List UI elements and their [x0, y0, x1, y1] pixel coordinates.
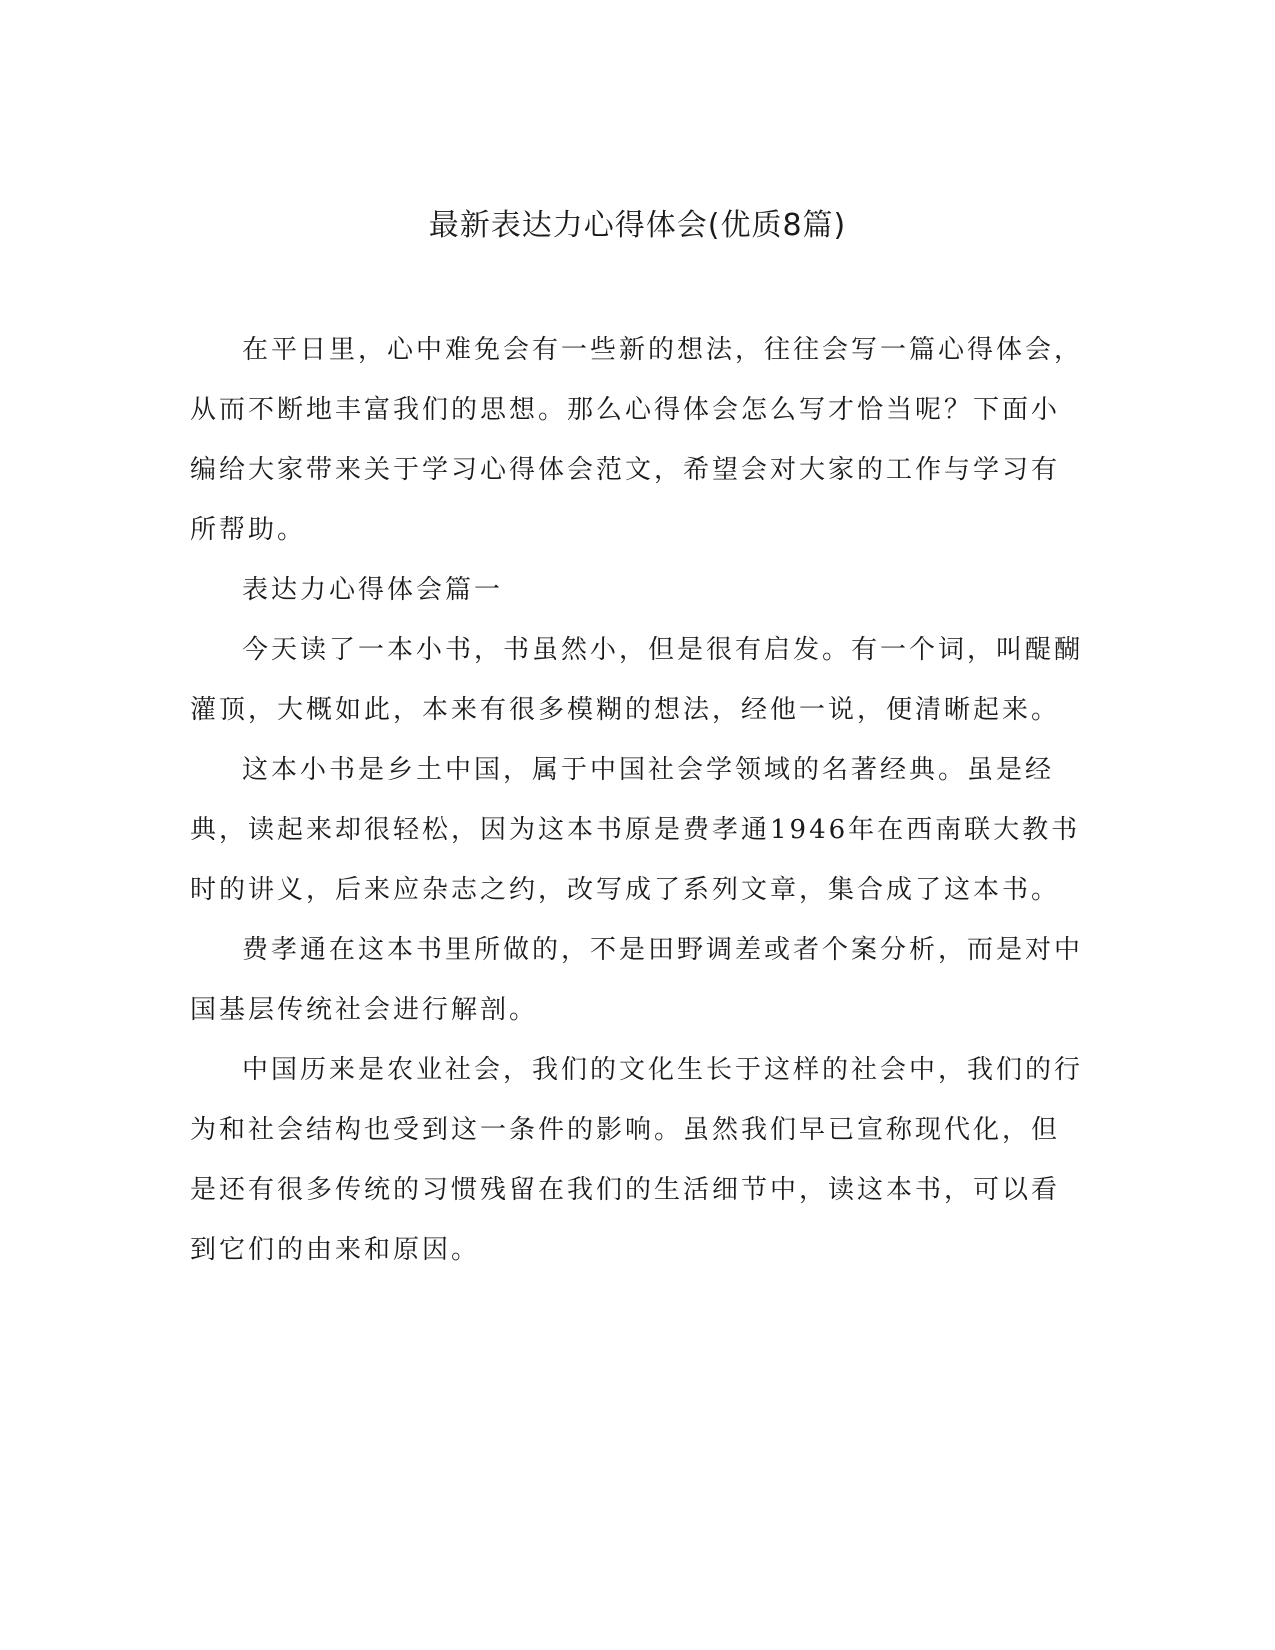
body-paragraph: 费孝通在这本书里所做的，不是田野调差或者个案分析，而是对中国基层传统社会进行解剖。	[190, 935, 1084, 1025]
section-heading: 表达力心得体会篇一	[242, 575, 504, 605]
document-title: 最新表达力心得体会(优质8篇)	[428, 208, 847, 243]
document-body	[190, 320, 1085, 1280]
body-paragraph: 这本小书是乡土中国，属于中国社会学领域的名著经典。虽是经典，读起来却很轻松，因为这本书原是费孝通1946年在西南联大教书时的讲义，后来应杂志之约，改写成了系列文章，集合成了这本书。	[190, 755, 1081, 905]
body-paragraph: 今天读了一本小书，书虽然小，但是很有启发。有一个词，叫醍醐灌顶，大概如此，本来有很多模糊的想法，经他一说，便清晰起来。	[190, 635, 1084, 725]
body-paragraph: 中国历来是农业社会，我们的文化生长于这样的社会中，我们的行为和社会结构也受到这一条件的影响。虽然我们早已宣称现代化，但是还有很多传统的习惯残留在我们的生活细节中，读这本书，可以看到它们的由来和原因。	[190, 1055, 1084, 1265]
intro-paragraph: 在平日里，心中难免会有一些新的想法，往往会写一篇心得体会，从而不断地丰富我们的思想。那么心得体会怎么写才恰当呢？下面小编给大家带来关于学习心得体会范文，希望会对大家的工作与学习有所帮助。	[190, 335, 1084, 545]
